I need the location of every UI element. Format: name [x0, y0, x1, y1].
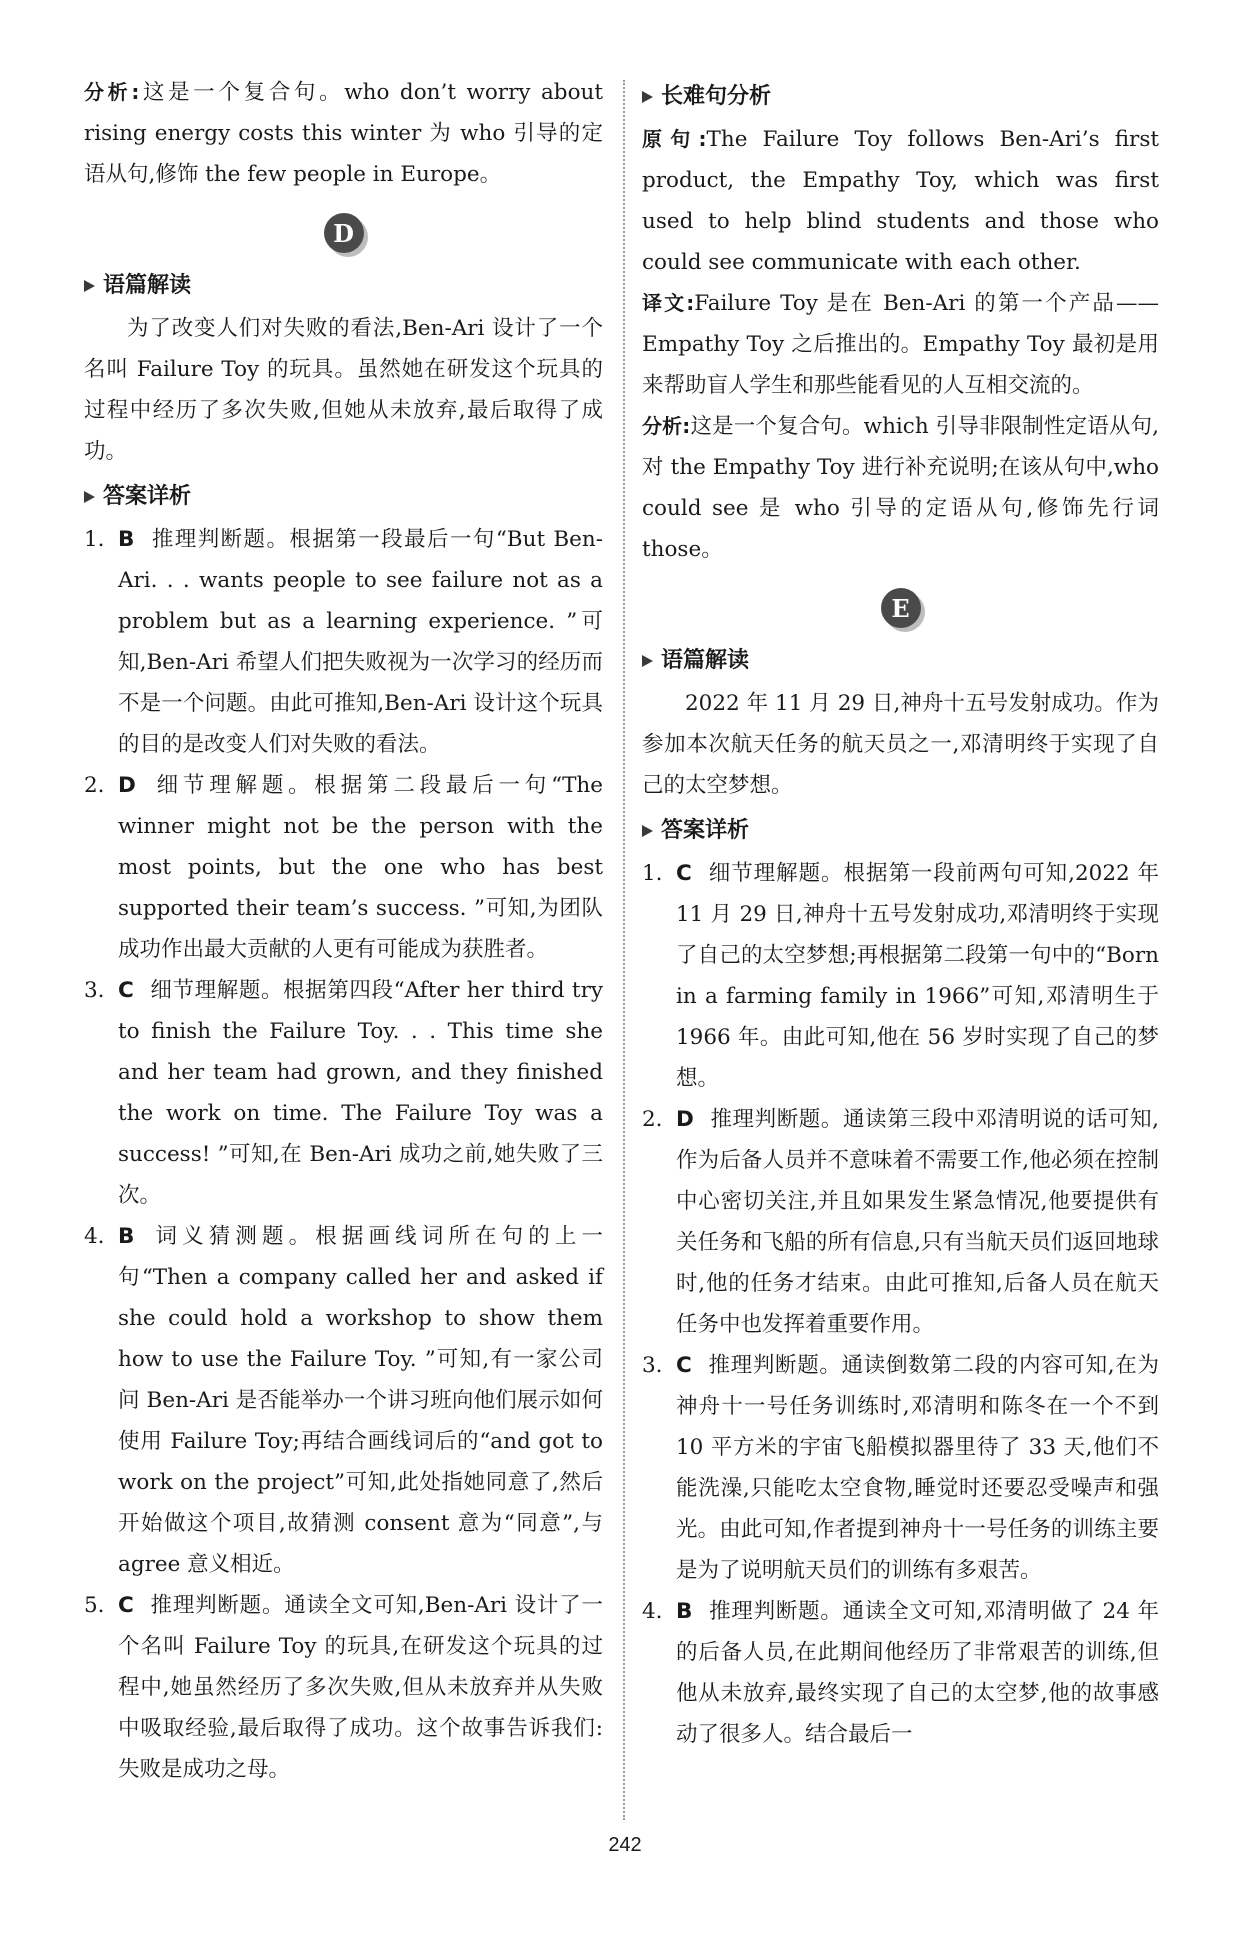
answer-explanation: 推理判断题。通读全文可知,邓清明做了 24 年的后备人员,在此期间他经历了非常艰苦的训练,但他从未放弃,最终实现了自己的太空梦,他的故事感动了很多人。结合最后一 [676, 1599, 1159, 1747]
answer-letter: C [676, 861, 692, 886]
answer-letter: C [676, 1353, 692, 1378]
answer-letter: D [676, 1107, 694, 1132]
answer-number: 1. [84, 527, 105, 552]
answer-item [84, 1585, 603, 1790]
answer-letter: C [118, 978, 134, 1003]
answer-explanation: 推理判断题。通读第三段中邓清明说的话可知,作为后备人员并不意味着不需要工作,他必须在控制中心密切关注,并且如果发生紧急情况,他要提供有关任务和飞船的所有信息,只有当航天员们返回地球时,他的任务才结束。由此可推知,后备人员在航天任务中也发挥着重要作用。 [676, 1107, 1159, 1337]
analysis-label: 分析: [642, 414, 691, 438]
answer-item [642, 1099, 1159, 1345]
answer-letter: D [118, 773, 136, 798]
section-badge-d: D [324, 213, 364, 253]
answers-heading-e [642, 810, 1159, 851]
long-sentence-heading-label: 长难句分析 [661, 84, 772, 109]
arrow-icon [642, 91, 653, 103]
reading-heading-label: 语篇解读 [661, 648, 750, 673]
translation-label: 译文: [642, 291, 695, 315]
answer-item [84, 765, 603, 970]
answer-explanation: 推理判断题。通读全文可知,Ben-Ari 设计了一个名叫 Failure Toy 的玩具,在研发这个玩具的过程中,她虽然经历了多次失败,但从未放弃并从失败中吸取经验,最后取得了成功。这个故事告诉我们:失败是成功之母。 [118, 1593, 603, 1782]
answer-item [642, 1345, 1159, 1591]
analysis-label: 分析: [84, 80, 140, 104]
answer-number: 4. [84, 1224, 105, 1249]
reading-heading-e [642, 640, 1159, 681]
answer-item [84, 519, 603, 765]
answer-item [84, 970, 603, 1216]
answer-item [642, 1591, 1159, 1755]
section-badge-e: E [881, 588, 921, 628]
answer-item [84, 1216, 603, 1585]
translation-text: Failure Toy 是在 Ben-Ari 的第一个产品——Empathy Toy 之后推出的。Empathy Toy 最初是用来帮助盲人学生和那些能看见的人互相交流的。 [642, 291, 1160, 398]
answer-number: 1. [642, 861, 663, 886]
original-sentence [642, 119, 1159, 283]
answer-explanation: 细节理解题。根据第二段最后一句“The winner might not be the person with the most points, but the one who has best supported their team’s success. ”可知,为团队成功作出最大贡献的人更有可能成为获胜者。 [118, 773, 603, 962]
answer-number: 4. [642, 1599, 663, 1624]
arrow-icon [84, 491, 95, 503]
arrow-icon [84, 280, 95, 292]
analysis-text: 这是一个复合句。who don’t worry about rising energy costs this winter 为 who 引导的定语从句,修饰 the few people in Europe。 [84, 80, 604, 187]
original-label: 原句: [642, 127, 707, 151]
answer-explanation: 细节理解题。根据第一段前两句可知,2022 年 11 月 29 日,神舟十五号发射成功,邓清明终于实现了自己的太空梦想;再根据第二段第一句中的“Born in a farming family in 1966”可知,邓清明生于 1966 年。由此可知,他在 56 岁时实现了自己的梦想。 [676, 861, 1159, 1091]
analysis-text: 这是一个复合句。which 引导非限制性定语从句,对 the Empathy Toy 进行补充说明;在该从句中,who could see 是 who 引导的定语从句,修饰先行词 those。 [642, 414, 1160, 562]
answer-explanation: 词义猜测题。根据画线词所在句的上一句“Then a company called her and asked if she could hold a workshop to show them how to use the Failure Toy. ”可知,有一家公司问 Ben-Ari 是否能举办一个讲习班向他们展示如何使用 Failure Toy;再结合画线词后的“and got to work on the project”可知,此处指她同意了,然后开始做这个项目,故猜测 consent 意为“同意”,与 agree 意义相近。 [118, 1224, 603, 1577]
long-sentence-heading [642, 76, 1159, 117]
answer-letter: B [118, 527, 135, 552]
column-divider [623, 80, 625, 1820]
answer-number: 2. [84, 773, 105, 798]
answers-heading-label: 答案详析 [103, 484, 192, 509]
answer-letter: B [676, 1599, 693, 1624]
sentence-analysis [642, 406, 1159, 570]
reading-summary-d: 为了改变人们对失败的看法,Ben-Ari 设计了一个名叫 Failure Toy 的玩具。虽然她在研发这个玩具的过程中经历了多次失败,但她从未放弃,最后取得了成功。 [84, 316, 603, 464]
reading-summary-e: 2022 年 11 月 29 日,神舟十五号发射成功。作为参加本次航天任务的航天员之一,邓清明终于实现了自己的太空梦想。 [642, 691, 1159, 798]
answer-number: 3. [84, 978, 105, 1003]
answer-number: 2. [642, 1107, 663, 1132]
sentence-analysis-continued [84, 72, 603, 195]
reading-heading-label: 语篇解读 [103, 273, 192, 298]
answers-heading-d [84, 476, 603, 517]
reading-heading-d [84, 265, 603, 306]
arrow-icon [642, 825, 653, 837]
answer-number: 3. [642, 1353, 663, 1378]
answer-item [642, 853, 1159, 1099]
translation [642, 283, 1159, 406]
right-column [642, 72, 1159, 1755]
answers-heading-label: 答案详析 [661, 818, 750, 843]
answer-explanation: 推理判断题。通读倒数第二段的内容可知,在为神舟十一号任务训练时,邓清明和陈冬在一个不到 10 平方米的宇宙飞船模拟器里待了 33 天,他们不能洗澡,只能吃太空食物,睡觉时还要忍受噪声和强光。由此可知,作者提到神舟十一号任务的训练主要是为了说明航天员们的训练有多艰苦。 [676, 1353, 1159, 1583]
answer-letter: C [118, 1593, 134, 1618]
answer-letter: B [118, 1224, 135, 1249]
answer-explanation: 细节理解题。根据第四段“After her third try to finish the Failure Toy. . . This time she and her team had grown, and they finished the work on time. The Failure Toy was a success! ”可知,在 Ben-Ari 成功之前,她失败了三次。 [118, 978, 603, 1208]
page-number: 242 [608, 1834, 642, 1856]
left-column [84, 72, 603, 1790]
section-badge-d-wrap [84, 213, 603, 253]
answer-number: 5. [84, 1593, 105, 1618]
section-badge-e-wrap [642, 588, 1159, 628]
arrow-icon [642, 655, 653, 667]
answer-explanation: 推理判断题。根据第一段最后一句“But Ben-Ari. . . wants people to see failure not as a problem but as a learning experience. ”可知,Ben-Ari 希望人们把失败视为一次学习的经历而不是一个问题。由此可推知,Ben-Ari 设计这个玩具的目的是改变人们对失败的看法。 [118, 527, 603, 757]
original-text: The Failure Toy follows Ben-Ari’s first product, the Empathy Toy, which was first used to help blind students and those who could see communicate with each other. [642, 127, 1160, 275]
